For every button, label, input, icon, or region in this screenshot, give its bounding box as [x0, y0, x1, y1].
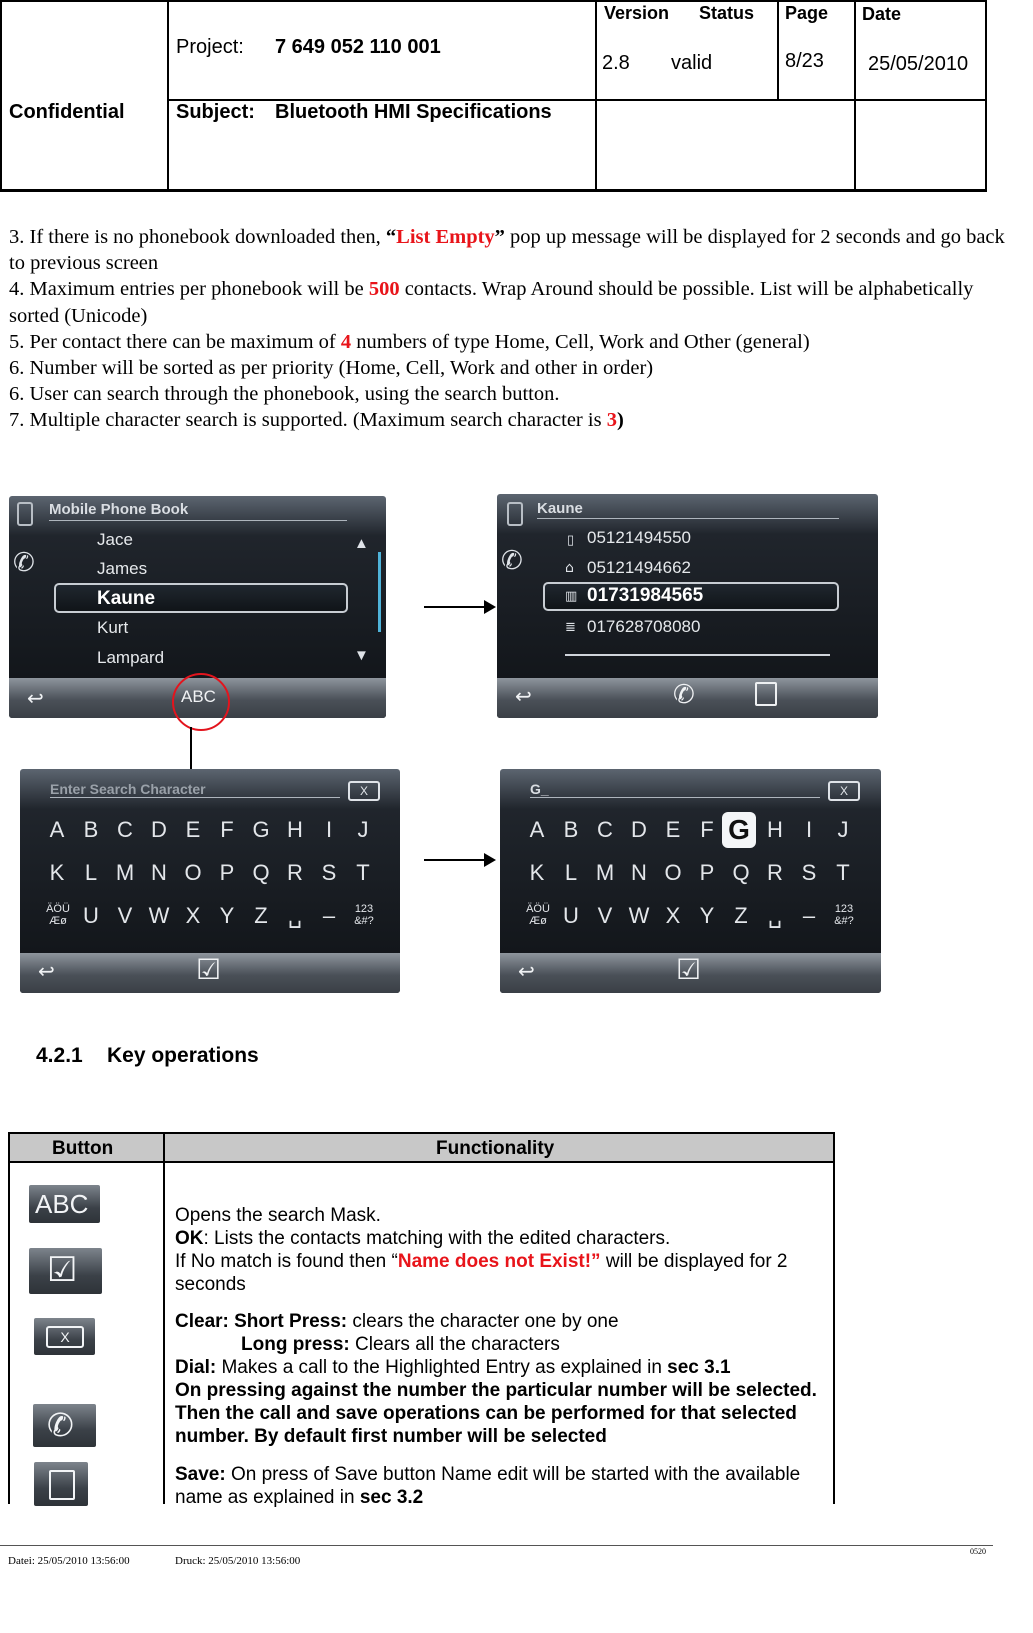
key[interactable]: Q — [252, 860, 270, 885]
key[interactable]: M — [595, 860, 615, 885]
key[interactable]: – — [322, 903, 336, 928]
back-icon[interactable]: ↩ — [515, 686, 532, 708]
arrow — [424, 606, 486, 608]
ok-check-icon[interactable]: ☑ — [676, 953, 702, 986]
key[interactable]: F — [700, 817, 714, 842]
table-header-bg — [9, 1132, 834, 1162]
key[interactable]: E — [185, 817, 201, 842]
project-number: 7 649 052 110 001 — [275, 36, 441, 58]
row-search-mask: Opens the search Mask. — [175, 1205, 381, 1226]
scroll-down-icon[interactable]: ▼ — [354, 648, 369, 664]
page-label: Page — [785, 3, 829, 23]
key[interactable]: A — [49, 817, 65, 842]
key[interactable]: Q — [732, 860, 750, 885]
handset-icon: ✆ — [13, 548, 35, 578]
key[interactable]: F — [220, 817, 234, 842]
status-label: Status — [699, 3, 755, 23]
confidential-label: Confidential — [9, 101, 125, 123]
key[interactable]: E — [665, 817, 681, 842]
home-icon: ⌂ — [565, 560, 574, 576]
date-label: Date — [862, 4, 902, 24]
req-6b: 6. User can search through the phonebook, using the search button. — [9, 383, 560, 406]
key[interactable]: D — [151, 817, 167, 842]
key[interactable]: J — [357, 817, 369, 842]
page-value: 8/23 — [785, 50, 824, 72]
key[interactable]: X — [665, 903, 681, 928]
status-value: valid — [671, 52, 713, 74]
req-7: 7. Multiple character search is supported. (Maximum search character is 3) — [9, 409, 624, 432]
section-number: 4.2.1 — [36, 1044, 83, 1067]
footer-datei: Datei: 25/05/2010 13:56:00 — [8, 1555, 130, 1567]
key[interactable]: L — [564, 860, 578, 885]
footer-code: 0520 — [970, 1547, 986, 1556]
abc-button-icon: ABC — [29, 1185, 100, 1223]
numeric-key[interactable]: 123 &#? — [834, 903, 854, 927]
ok-check-icon: ☑ — [29, 1248, 102, 1294]
key[interactable]: V — [597, 903, 613, 928]
keyboard-row-3 — [42, 903, 382, 933]
keyboard-row-2 — [42, 860, 382, 890]
key[interactable]: C — [597, 817, 613, 842]
number-work-selected[interactable]: 01731984565 — [587, 585, 704, 606]
key[interactable]: O — [184, 860, 202, 885]
key[interactable]: W — [148, 903, 170, 928]
other-icon: ≣ — [565, 620, 576, 635]
version-value: 2.8 — [602, 52, 630, 74]
arrow-head — [484, 853, 496, 867]
scroll-up-icon[interactable]: ▲ — [354, 536, 369, 552]
back-icon[interactable]: ↩ — [38, 961, 55, 983]
key[interactable]: S — [801, 860, 817, 885]
key[interactable]: C — [117, 817, 133, 842]
list-item[interactable]: Lampard — [97, 648, 165, 667]
search-input-g[interactable]: G_ — [530, 781, 549, 797]
ok-check-icon[interactable]: ☑ — [196, 953, 222, 986]
search-placeholder: Enter Search Character — [50, 781, 206, 797]
subject-label: Subject: — [176, 101, 255, 123]
highlight-circle — [172, 673, 230, 731]
contact-screen — [497, 494, 878, 718]
key[interactable]: G — [252, 817, 270, 842]
footer-rule — [0, 1545, 993, 1546]
row-dial: Dial: Makes a call to the Highlighted Entry as explained in sec 3.1 — [175, 1357, 731, 1378]
key[interactable]: W — [628, 903, 650, 928]
save-icon — [34, 1462, 88, 1506]
clear-icon: X — [34, 1318, 95, 1355]
key[interactable]: R — [767, 860, 783, 885]
key[interactable]: O — [664, 860, 682, 885]
key[interactable]: X — [185, 903, 201, 928]
cell-icon: ▯ — [567, 532, 575, 547]
req-4: 4. Maximum entries per phonebook will be 500 contacts. Wrap Around should be possible. List will be alphabetically sorted (Unicode) — [9, 278, 974, 327]
keyboard-row-3 — [522, 903, 862, 933]
dial-icon: ✆ — [33, 1404, 96, 1447]
list-item-selected[interactable]: Kaune — [97, 588, 156, 609]
key[interactable]: T — [356, 860, 370, 885]
umlaut-key[interactable]: ÄÖÜ Æø — [526, 903, 550, 927]
req-3: 3. If there is no phonebook downloaded then, “List Empty” pop up message will be displayed for 2 seconds and go back to previous screen — [9, 226, 1005, 275]
list-item[interactable]: James — [97, 559, 148, 578]
key[interactable]: K — [49, 860, 65, 885]
date-value: 25/05/2010 — [868, 53, 969, 75]
key[interactable]: R — [287, 860, 303, 885]
dial-icon[interactable]: ✆ — [673, 680, 695, 710]
row-clear: Clear: Short Press: clears the character one by one — [175, 1311, 619, 1332]
arrow — [424, 859, 486, 861]
handset-icon: ✆ — [501, 546, 523, 576]
number-cell[interactable]: 05121494550 — [587, 528, 692, 547]
back-icon[interactable]: ↩ — [518, 961, 535, 983]
key[interactable]: P — [699, 860, 715, 885]
key[interactable]: S — [321, 860, 337, 885]
number-other[interactable]: 017628708080 — [587, 617, 701, 636]
work-icon: ▥ — [565, 589, 578, 604]
version-label: Version — [604, 3, 670, 23]
key[interactable]: U — [563, 903, 579, 928]
key[interactable]: U — [83, 903, 99, 928]
row-number-select: On pressing against the number the particular number will be selected. Then the call and save operations can be performed for that selected number. By default first number will be selected — [175, 1380, 817, 1447]
key[interactable]: P — [219, 860, 235, 885]
list-item[interactable]: Kurt — [97, 618, 129, 637]
abc-search-button[interactable]: ABC — [181, 687, 216, 706]
key[interactable]: K — [529, 860, 545, 885]
arrow-head — [484, 600, 496, 614]
key-highlighted[interactable]: G — [722, 812, 756, 848]
scrollbar[interactable] — [378, 552, 381, 632]
key[interactable]: B — [83, 817, 99, 842]
list-item[interactable]: Jace — [97, 530, 133, 549]
space-key[interactable]: ␣ — [768, 903, 782, 928]
phone-icon — [17, 502, 33, 526]
keyboard-row-2 — [522, 860, 862, 890]
col-functionality-header: Functionality — [436, 1138, 555, 1159]
key[interactable]: Y — [699, 903, 715, 928]
key[interactable]: V — [117, 903, 133, 928]
key[interactable]: J — [837, 817, 849, 842]
key[interactable]: Z — [254, 903, 268, 928]
key[interactable]: Y — [219, 903, 235, 928]
key[interactable]: Z — [734, 903, 748, 928]
key[interactable]: H — [287, 817, 303, 842]
key[interactable]: – — [802, 903, 816, 928]
key[interactable]: T — [836, 860, 850, 885]
key[interactable]: D — [631, 817, 647, 842]
number-home[interactable]: 05121494662 — [587, 558, 692, 577]
key[interactable]: B — [563, 817, 579, 842]
key[interactable]: H — [767, 817, 783, 842]
back-icon[interactable]: ↩ — [27, 688, 44, 710]
save-icon[interactable] — [755, 682, 777, 706]
numeric-key[interactable]: 123 &#? — [354, 903, 374, 927]
phonebook-title: Mobile Phone Book — [49, 501, 189, 518]
key[interactable]: L — [84, 860, 98, 885]
contact-title: Kaune — [537, 500, 583, 517]
functionality-cell — [175, 1204, 825, 1509]
req-5: 5. Per contact there can be maximum of 4 numbers of type Home, Cell, Work and Other (general) — [9, 330, 810, 353]
key[interactable]: M — [115, 860, 135, 885]
section-title: Key operations — [107, 1044, 259, 1067]
clear-icon[interactable]: X — [348, 781, 380, 801]
search-g-screen — [500, 769, 881, 993]
footer-druck: Druck: 25/05/2010 13:56:00 — [175, 1555, 301, 1567]
key[interactable]: N — [631, 860, 647, 885]
row-ok: OK: Lists the contacts matching with the edited characters. — [175, 1228, 671, 1249]
keyboard-row-1 — [42, 817, 382, 847]
row-no-match: If No match is found then “Name does not Exist!” will be displayed for 2 seconds — [175, 1251, 788, 1295]
row-save: Save: On press of Save button Name edit will be started with the available name as explained in sec 3.2 — [175, 1464, 801, 1508]
requirements-text — [9, 224, 1019, 434]
col-button-header: Button — [52, 1138, 114, 1159]
keyboard-row-1 — [522, 814, 862, 847]
row-long-press: Long press: Clears all the characters — [241, 1334, 560, 1355]
phone-icon — [507, 502, 523, 526]
key[interactable]: A — [529, 817, 545, 842]
key[interactable]: I — [325, 817, 333, 842]
project-label: Project: — [176, 36, 244, 58]
subject-value: Bluetooth HMI Specifications — [275, 101, 552, 123]
key[interactable]: I — [805, 817, 813, 842]
key[interactable]: N — [151, 860, 167, 885]
clear-icon[interactable]: X — [828, 781, 860, 801]
umlaut-key[interactable]: ÄÖÜ Æø — [46, 903, 70, 927]
search-screen — [20, 769, 400, 993]
space-key[interactable]: ␣ — [288, 903, 302, 928]
req-6a: 6. Number will be sorted as per priority (Home, Cell, Work and other in order) — [9, 357, 654, 380]
